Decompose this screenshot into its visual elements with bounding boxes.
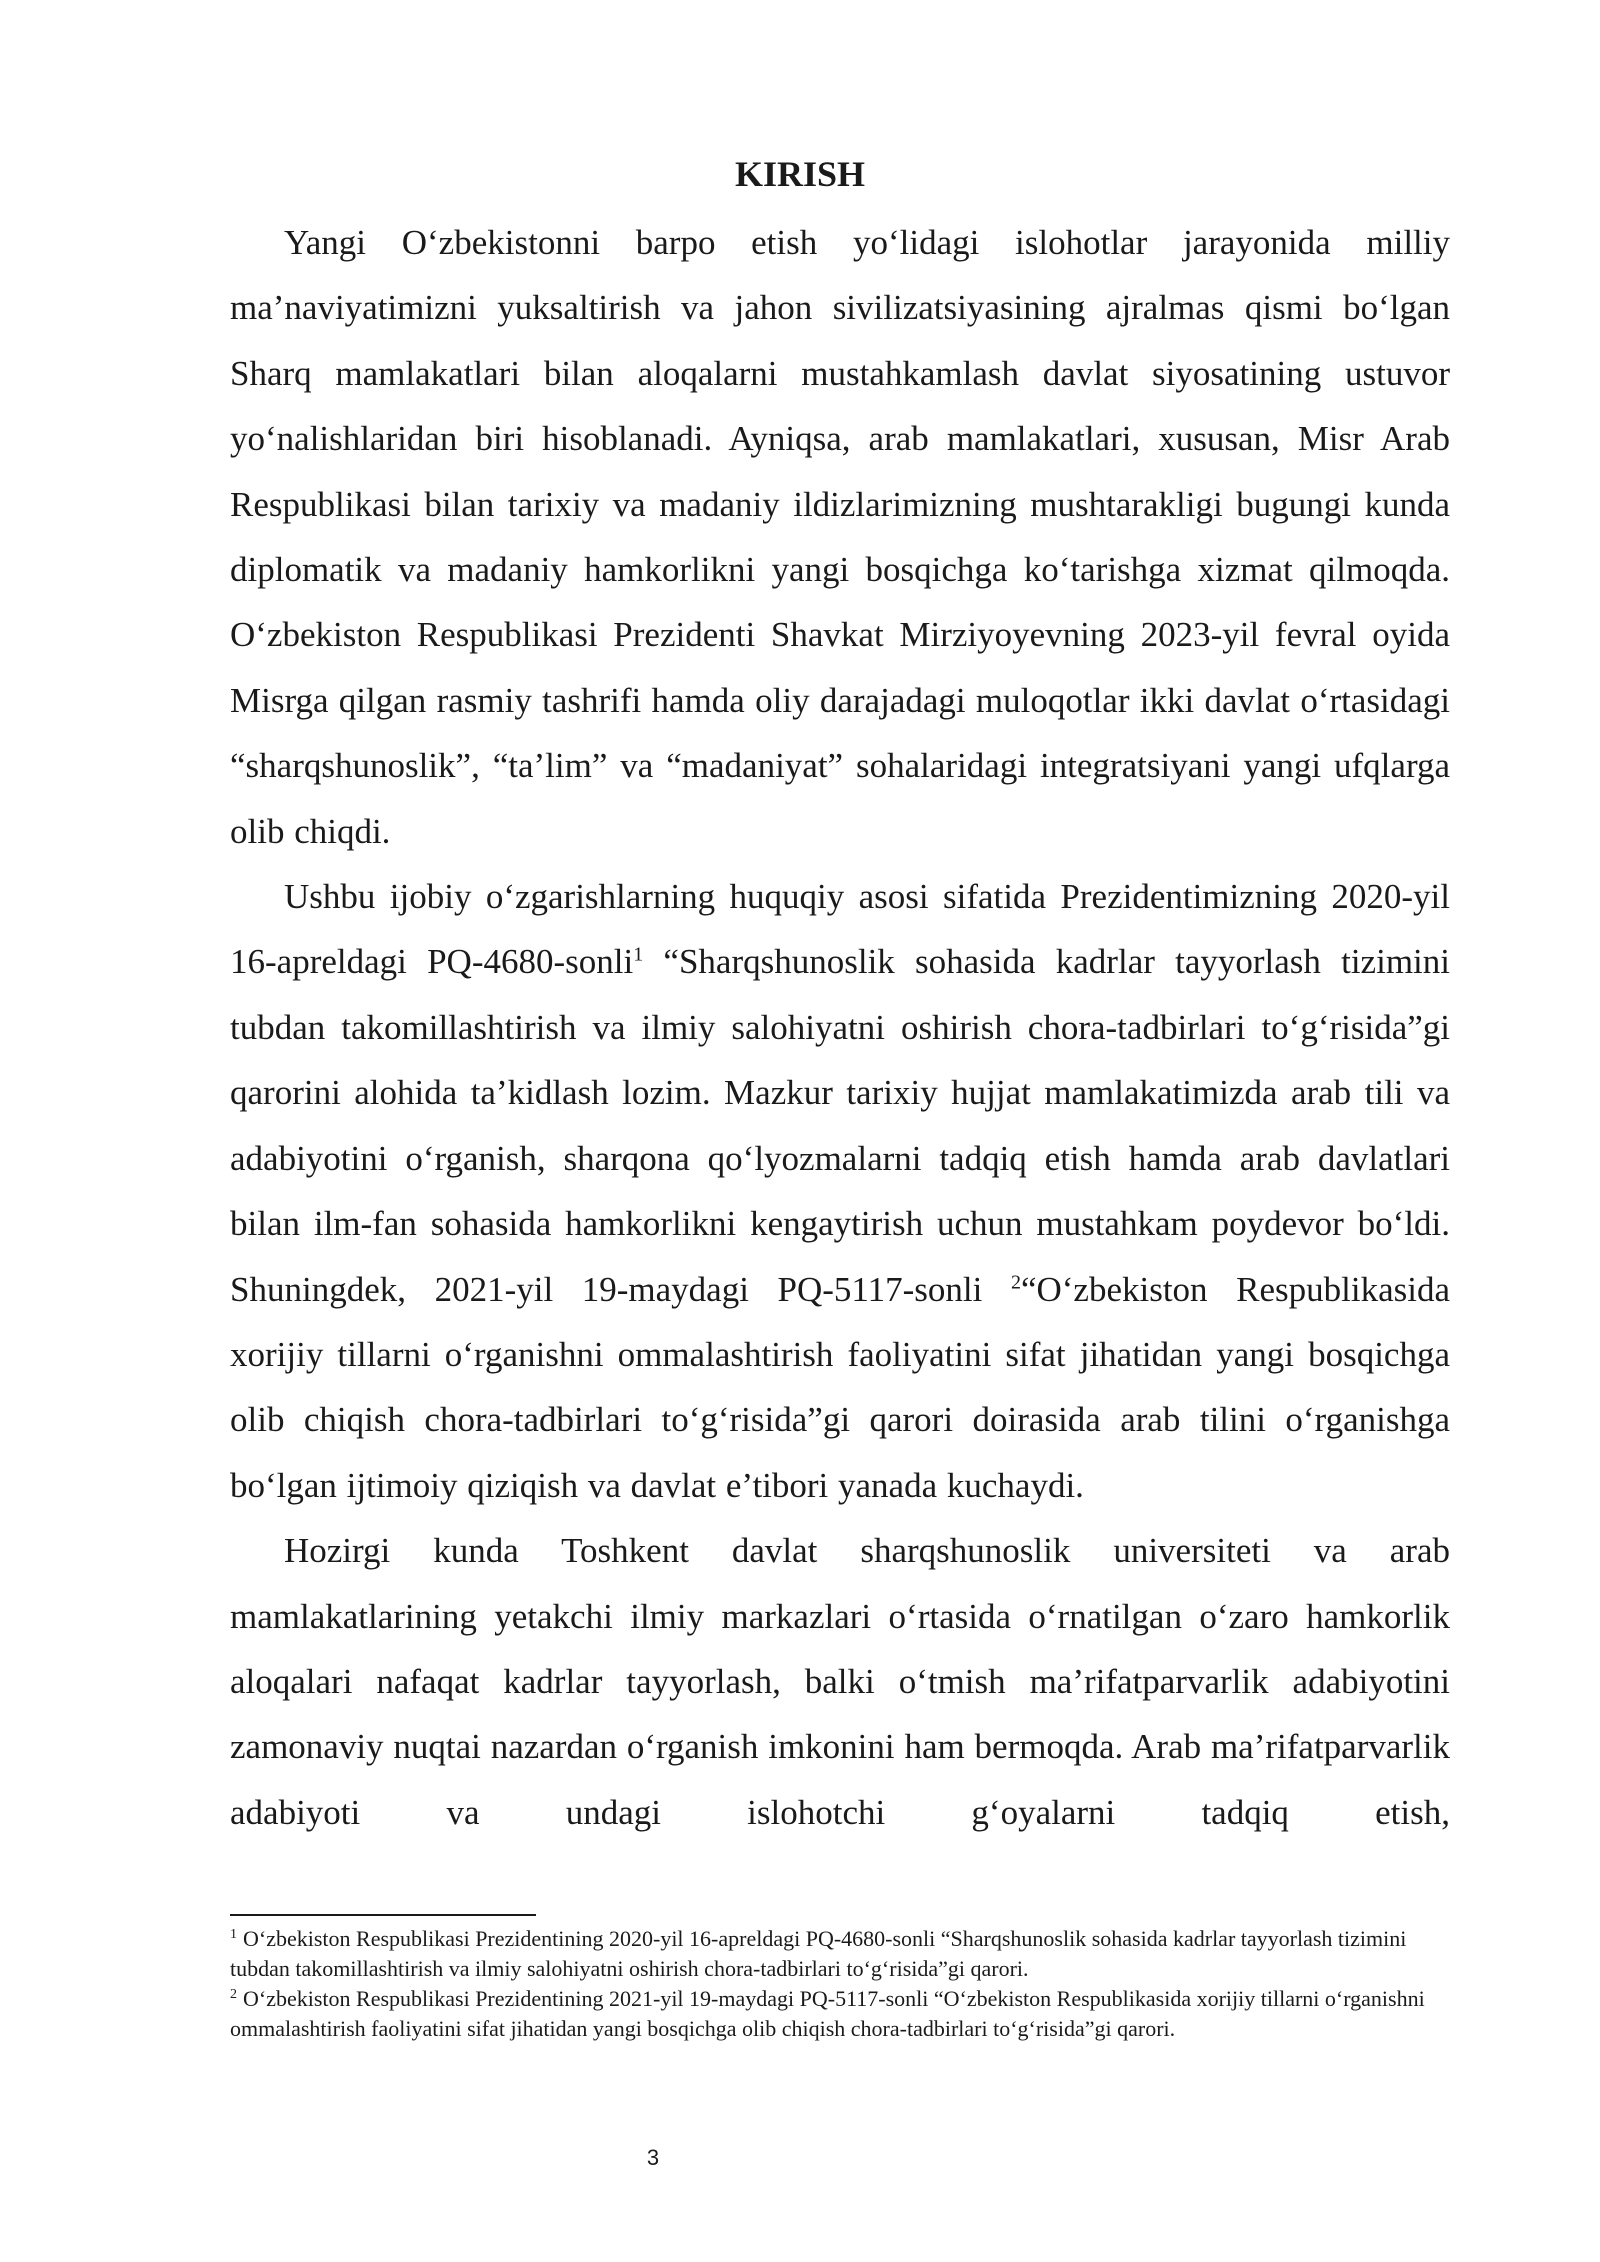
footnote-ref-2[interactable]: 2: [1010, 1270, 1021, 1293]
footnote-separator: [230, 1914, 536, 1916]
paragraph-text-part: Ushbu ijobiy o‘zgarishlarning huquqiy asosi sifatida Prezidentimizning 2020-yil 16-apreldagi PQ-4680-sonli: [230, 877, 1450, 982]
paragraph-legal-basis: [230, 864, 1450, 1518]
footnote-text: O‘zbekiston Respublikasi Prezidentining 2021-yil 19-maydagi PQ-5117-sonli “O‘zbekiston Respublikasida xorijiy tillarni o‘rganishni ommalashtirish faoliyatini sifat jihatidan yangi bosqichga olib chiqish chora-tadbirlari to‘g‘risida”gi qarori.: [230, 1986, 1425, 2041]
footnote-text: O‘zbekiston Respublikasi Prezidentining 2020-yil 16-apreldagi PQ-4680-sonli “Sharqshunoslik sohasida kadrlar tayyorlash tizimini tubdan takomillashtirish va ilmiy salohiyatni oshirish chora-tadbirlari to‘g‘risida”gi qarori.: [230, 1926, 1407, 1981]
footnotes: [230, 1924, 1450, 2044]
page-number: 3: [646, 2145, 660, 2170]
paragraph-cooperation: Hozirgi kunda Toshkent davlat sharqshunoslik universiteti va arab mamlakatlarining yetakchi ilmiy markazlari o‘rtasida o‘rnatilgan o‘zaro hamkorlik aloqalari nafaqat kadrlar tayyorlash, balki o‘tmish ma’rifatparvarlik adabiyotini zamonaviy nuqtai nazardan o‘rganish imkonini ham bermoqda. Arab ma’rifatparvarlik adabiyoti va undagi islohotchi g‘oyalarni tadqiq etish,: [230, 1531, 1450, 1832]
footnote-number: 1: [230, 1926, 237, 1942]
paragraph-text-part: “Sharqshunoslik sohasida kadrlar tayyorlash tizimini tubdan takomillashtirish va ilmiy salohiyatni oshirish chora-tadbirlari to‘g‘risida”gi qarorini alohida ta’kidlash lozim. Mazkur tarixiy hujjat mamlakatimizda arab tili va adabiyotini o‘rganish, sharqona qo‘lyozmalarni tadqiq etish hamda arab davlatlari bilan ilm-fan sohasida hamkorlikni kengaytirish uchun mustahkam poydevor bo‘ldi. Shuningdek, 2021-yil 19-maydagi PQ-5117-sonli: [230, 942, 1450, 1309]
page-title: KIRISH: [734, 154, 866, 194]
footnote-2: [230, 1984, 1450, 2044]
paragraph-intro: Yangi O‘zbekistonni barpo etish yo‘lidagi islohotlar jarayonida milliy ma’naviyatimizni yuksaltirish va jahon sivilizatsiyasining ajralmas qismi bo‘lgan Sharq mamlakatlari bilan aloqalarni mustahkamlash davlat siyosatining ustuvor yo‘nalishlaridan biri hisoblanadi. Ayniqsa, arab mamlakatlari, xususan, Misr Arab Respublikasi bilan tarixiy va madaniy ildizlarimizning mushtarakligi bugungi kunda diplomatik va madaniy hamkorlikni yangi bosqichga ko‘tarishga xizmat qilmoqda. O‘zbekiston Respublikasi Prezidenti Shavkat Mirziyoyevning 2023-yil fevral oyida Misrga qilgan rasmiy tashrifi hamda oliy darajadagi muloqotlar ikki davlat o‘rtasidagi “sharqshunoslik”, “ta’lim” va “madaniyat” sohalaridagi integratsiyani yangi ufqlarga olib chiqdi.: [230, 223, 1450, 851]
footnote-number: 2: [230, 1986, 237, 2002]
document-body: [230, 210, 1450, 1845]
footnote-ref-1[interactable]: 1: [633, 943, 644, 966]
footnote-1: [230, 1924, 1450, 1984]
paragraph-text-part: “O‘zbekiston Respublikasida xorijiy tillarni o‘rganishni ommalashtirish faoliyatini sifat jihatidan yangi bosqichga olib chiqish chora-tadbirlari to‘g‘risida”gi qarori doirasida arab tilini o‘rganishga bo‘lgan ijtimoiy qiziqish va davlat e’tibori yanada kuchaydi.: [230, 1269, 1450, 1505]
